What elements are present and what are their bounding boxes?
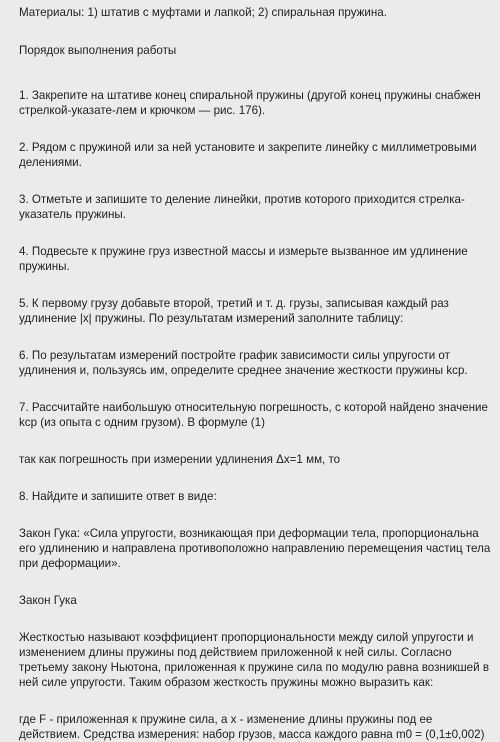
- hooke-quote: Закон Гука: «Сила упругости, возникающая при деформации тела, пропорциональна его удлинению и направлена противоположно направлению перемещения частиц тела при деформации».: [19, 527, 491, 570]
- step-8: 8. Найдите и запишите ответ в виде:: [19, 490, 217, 503]
- stiffness-definition: Жесткостью называют коэффициент пропорциональности между силой упругости и изменением длины пружины под действием приложенной к ней силы. Согласно третьему закону Ньютона, приложенная к пружине сила по модулю равна возникшей в ней силе упругости. Таким образом жесткость пружины можно выразить как:: [19, 631, 489, 689]
- materials-text: Материалы: 1) штатив с муфтами и лапкой; 2) спиральная пружина.: [19, 6, 387, 19]
- error-note: так как погрешность при измерении удлинения Δx=1 мм, то: [19, 453, 341, 466]
- step-1: 1. Закрепите на штативе конец спиральной пружины (другой конец пружины снабжен стрелкой-указате-лем и крючком — рис. 176).: [19, 89, 481, 117]
- step-3: 3. Отметьте и запишите то деление линейки, против которого приходится стрелка-указатель пружины.: [19, 193, 465, 221]
- step-2: 2. Рядом с пружиной или за ней установите и закрепите линейку с миллиметровыми делениями.: [19, 141, 477, 169]
- hooke-heading: Закон Гука: [19, 594, 77, 607]
- step-5: 5. К первому грузу добавьте второй, третий и т. д. грузы, записывая каждый раз удлинение |x| пружины. По результатам измерений заполните таблицу:: [19, 297, 449, 325]
- where-text: где F - приложенная к пружине сила, а x - изменение длины пружины под ее действием. Средства измерения: набор грузов, масса каждого равна m0 = (0,1±0,002): [19, 713, 485, 741]
- step-6: 6. По результатам измерений постройте график зависимости силы упругости от удлинения и, пользуясь им, определите среднее значение жесткости пружины kср.: [19, 349, 468, 377]
- step-4: 4. Подвесьте к пружине груз известной массы и измерьте вызванное им удлинение пружины.: [19, 245, 468, 273]
- procedure-heading: Порядок выполнения работы: [19, 44, 177, 57]
- step-7: 7. Рассчитайте наибольшую относительную погрешность, с которой найдено значение kср (из опыта с одним грузом). В формуле (1): [19, 401, 488, 429]
